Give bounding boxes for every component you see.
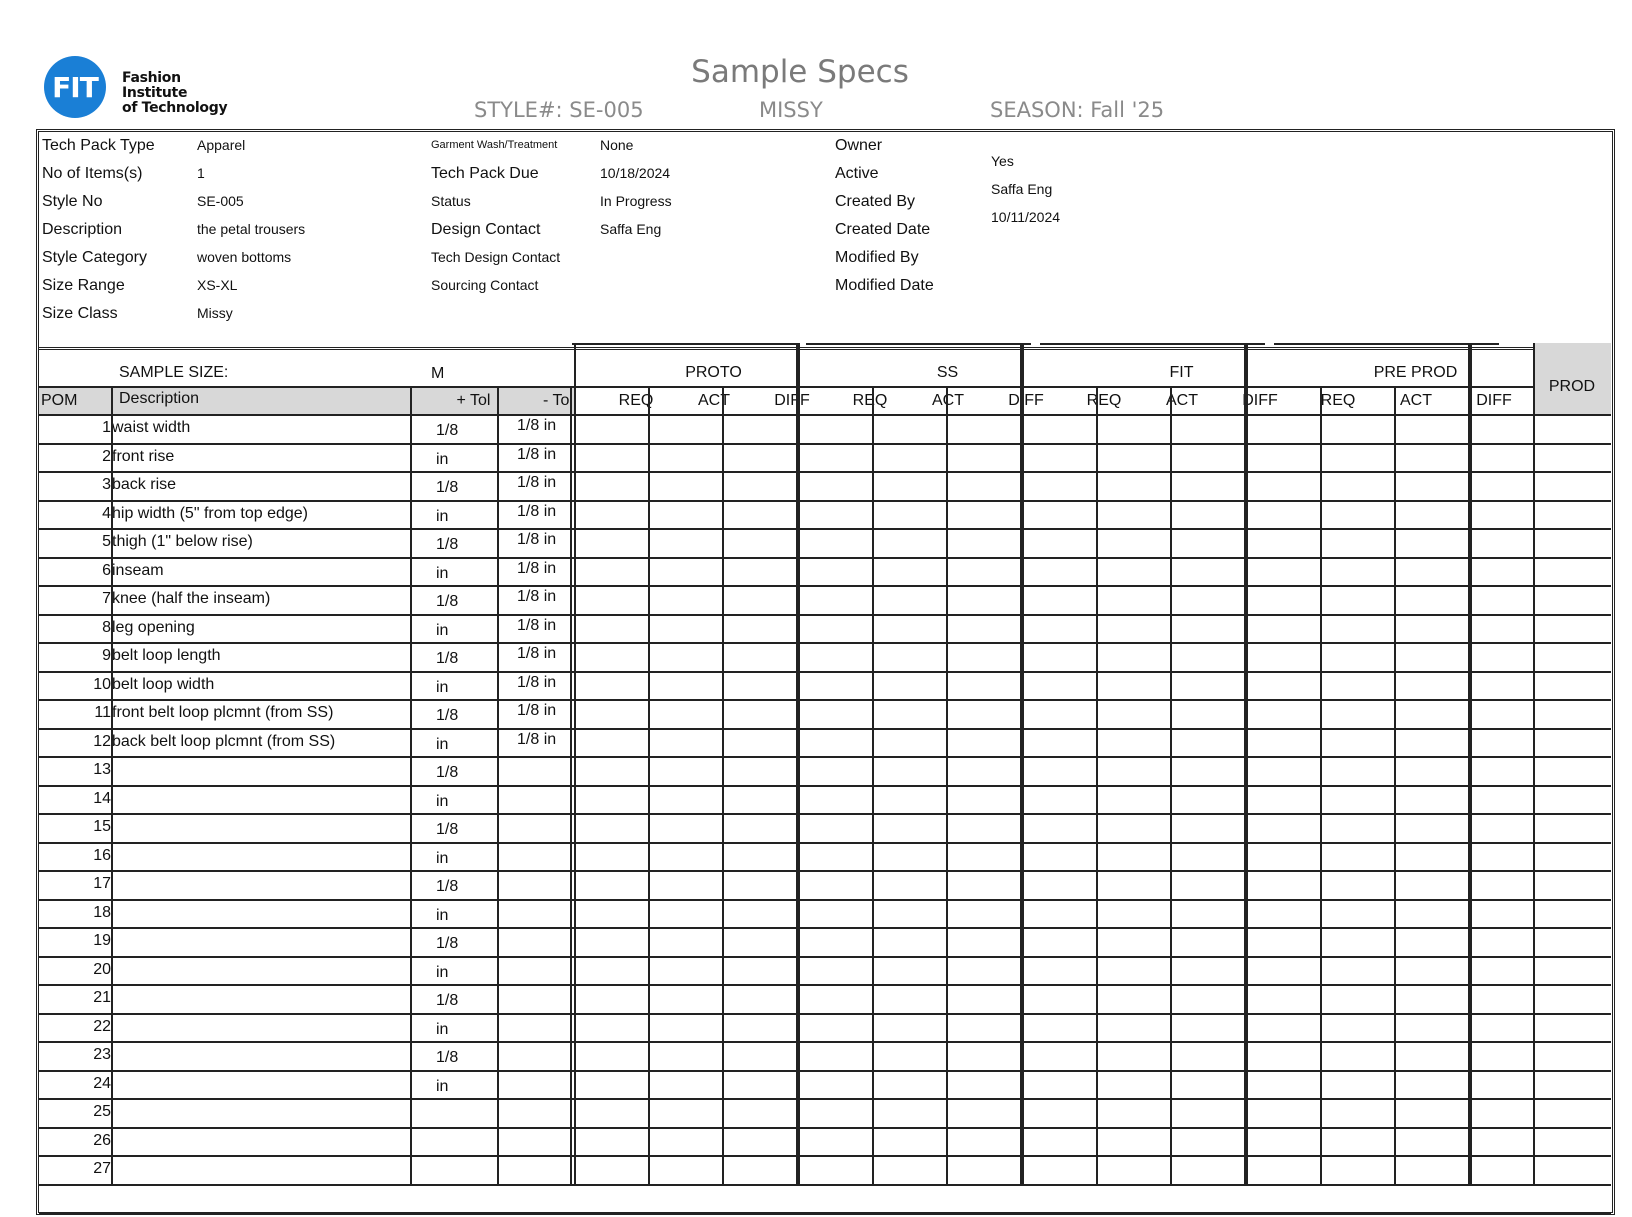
row-description: belt loop length xyxy=(112,647,221,664)
footer-line xyxy=(39,1212,1611,1214)
sub-header-diff: DIFF xyxy=(774,392,810,409)
info-label: Modified Date xyxy=(835,277,934,294)
grid-line xyxy=(1096,386,1098,1184)
sub-header-diff: DIFF xyxy=(1008,392,1044,409)
row-plus-tol: in xyxy=(436,735,449,753)
info-label: Tech Pack Type xyxy=(42,137,155,154)
grid-line xyxy=(39,956,1611,958)
grid-line xyxy=(410,386,412,1184)
row-plus-tol: in xyxy=(436,507,449,525)
row-pom: 19 xyxy=(93,932,111,949)
sub-header-req: REQ xyxy=(618,392,654,409)
row-plus-tol: in xyxy=(436,906,449,924)
col-header-plus-tol: + Tol xyxy=(456,392,491,409)
row-plus-tol: in xyxy=(436,963,449,981)
row-pom: 9 xyxy=(102,647,111,664)
row-plus-tol: in xyxy=(436,1077,449,1095)
row-pom: 11 xyxy=(94,704,111,721)
row-description: belt loop width xyxy=(112,675,215,693)
row-pom: 14 xyxy=(93,789,111,807)
grid-line xyxy=(39,984,1611,986)
row-minus-tol: 1/8 in xyxy=(517,417,557,434)
group-header-pre-prod: PRE PROD xyxy=(1373,364,1458,381)
size-class-heading: MISSY xyxy=(759,98,823,122)
row-minus-tol: 1/8 in xyxy=(517,616,557,634)
grid-line xyxy=(39,386,574,388)
info-label: Style Category xyxy=(42,249,147,266)
grid-line xyxy=(39,671,1611,673)
info-label: Modified By xyxy=(835,249,919,266)
row-plus-tol: 1/8 xyxy=(436,878,459,895)
info-label: Size Class xyxy=(42,305,118,322)
row-plus-tol: in xyxy=(436,564,449,582)
row-pom: 3 xyxy=(102,476,111,493)
col-header-minus-tol: - Tol xyxy=(543,392,573,409)
row-plus-tol: 1/8 xyxy=(436,707,459,724)
row-plus-tol: in xyxy=(436,792,449,810)
grid-line xyxy=(574,343,576,1184)
row-description: hip width (5" from top edge) xyxy=(112,504,308,522)
grid-line xyxy=(39,414,1611,416)
row-plus-tol: 1/8 xyxy=(436,593,459,610)
row-pom: 4 xyxy=(102,504,111,522)
row-minus-tol: 1/8 in xyxy=(517,559,557,577)
row-minus-tol: 1/8 in xyxy=(517,730,557,748)
info-value: 10/11/2024 xyxy=(991,209,1061,225)
grid-line xyxy=(39,557,1611,559)
grid-line xyxy=(39,699,1611,701)
grid-line xyxy=(872,386,874,1184)
grid-line xyxy=(574,386,1534,388)
sub-header-req: REQ xyxy=(1320,392,1356,409)
row-description: back belt loop plcmnt (from SS) xyxy=(112,732,336,750)
grid-line xyxy=(39,870,1611,872)
col-header-description: Description xyxy=(119,390,200,407)
row-minus-tol: 1/8 in xyxy=(517,673,557,691)
sub-header-diff: DIFF xyxy=(1242,392,1278,409)
row-plus-tol: in xyxy=(436,450,449,468)
row-plus-tol: 1/8 xyxy=(436,422,459,439)
logo-line-1: Fashion Institute xyxy=(122,70,188,101)
grid-line xyxy=(722,386,724,1184)
fit-logo-text xyxy=(122,71,234,116)
info-label: Sourcing Contact xyxy=(431,277,539,293)
grid-line xyxy=(39,1127,1611,1129)
sub-header-req: REQ xyxy=(1086,392,1122,409)
row-pom: 2 xyxy=(102,447,111,465)
row-plus-tol: in xyxy=(436,678,449,696)
sample-size-value: M xyxy=(431,365,445,382)
row-pom: 6 xyxy=(102,561,111,579)
sub-header-act: ACT xyxy=(1400,392,1432,409)
grid-line xyxy=(39,899,1611,901)
info-label: Garment Wash/Treatment xyxy=(431,139,558,151)
info-label: Active xyxy=(835,165,879,182)
info-value: Missy xyxy=(197,305,233,321)
grid-line xyxy=(39,471,1611,473)
grid-line xyxy=(39,528,1611,530)
info-value: the petal trousers xyxy=(197,221,306,237)
row-minus-tol: 1/8 in xyxy=(517,702,557,719)
info-label: Description xyxy=(42,221,123,238)
grid-line xyxy=(648,386,650,1184)
row-pom: 18 xyxy=(93,903,111,921)
grid-line xyxy=(39,642,1611,644)
grid-line xyxy=(39,614,1611,616)
row-description: front belt loop plcmnt (from SS) xyxy=(112,704,334,721)
grid-line xyxy=(39,842,1611,844)
info-value: 10/18/2024 xyxy=(600,165,671,181)
fit-logo-mark: FIT xyxy=(44,56,106,118)
grid-line xyxy=(1533,343,1535,1184)
row-description: thigh (1" below rise) xyxy=(112,533,253,550)
grid-line xyxy=(39,1098,1611,1100)
grid-line xyxy=(1246,343,1248,1184)
grid-line xyxy=(39,785,1611,787)
row-plus-tol: 1/8 xyxy=(436,935,459,952)
info-label: Status xyxy=(431,193,471,209)
info-value: XS-XL xyxy=(197,277,238,293)
info-label: Size Range xyxy=(42,277,125,294)
info-value: Saffa Eng xyxy=(991,181,1053,197)
group-border xyxy=(806,343,1031,345)
row-description: inseam xyxy=(112,561,164,579)
row-plus-tol: 1/8 xyxy=(436,992,459,1009)
grid-line xyxy=(1320,386,1322,1184)
col-header-prod: PROD xyxy=(1548,378,1596,395)
sub-header-act: ACT xyxy=(932,392,964,409)
sub-header-diff: DIFF xyxy=(1476,392,1512,409)
grid-line xyxy=(1170,386,1172,1184)
row-plus-tol: 1/8 xyxy=(436,536,459,553)
info-label: Created Date xyxy=(835,221,931,238)
grid-line xyxy=(1470,343,1472,1184)
row-minus-tol: 1/8 in xyxy=(517,531,557,548)
row-plus-tol: 1/8 xyxy=(436,479,459,496)
row-pom: 24 xyxy=(93,1074,111,1092)
grid-line xyxy=(1394,386,1396,1184)
row-description: waist width xyxy=(112,419,191,436)
info-value: In Progress xyxy=(600,193,672,209)
row-description: back rise xyxy=(112,476,177,493)
row-pom: 1 xyxy=(102,419,111,436)
spec-table xyxy=(39,349,1611,1211)
info-label: Owner xyxy=(835,137,883,154)
sub-header-act: ACT xyxy=(1166,392,1198,409)
group-border xyxy=(1274,343,1499,345)
info-label: Style No xyxy=(42,193,103,210)
fit-logo xyxy=(44,56,234,118)
page-title: Sample Specs xyxy=(691,54,909,90)
grid-line xyxy=(39,728,1611,730)
row-description: leg opening xyxy=(112,618,195,636)
grid-line xyxy=(111,386,113,1184)
sample-size-label: SAMPLE SIZE: xyxy=(119,364,229,381)
logo-line-2: of Technology xyxy=(122,100,228,116)
row-pom: 26 xyxy=(93,1131,111,1149)
row-description: front rise xyxy=(112,447,175,465)
grid-line xyxy=(39,1184,1611,1186)
col-header-pom: POM xyxy=(41,392,78,409)
row-minus-tol: 1/8 in xyxy=(517,445,557,463)
style-number: STYLE#: SE-005 xyxy=(474,98,644,122)
row-plus-tol: in xyxy=(436,1020,449,1038)
info-value: Saffa Eng xyxy=(600,221,662,237)
grid-line xyxy=(497,386,499,1184)
group-header-ss: SS xyxy=(936,364,959,381)
row-pom: 22 xyxy=(93,1017,111,1035)
row-pom: 7 xyxy=(102,590,111,607)
row-plus-tol: 1/8 xyxy=(436,650,459,667)
row-pom: 23 xyxy=(93,1046,111,1063)
info-label: No of Items(s) xyxy=(42,165,143,182)
info-label: Created By xyxy=(835,193,916,210)
row-minus-tol: 1/8 in xyxy=(517,502,557,520)
tech-pack-info xyxy=(39,133,1611,350)
grid-line xyxy=(39,927,1611,929)
grid-line xyxy=(798,343,800,1184)
row-pom: 21 xyxy=(93,989,111,1006)
row-pom: 20 xyxy=(93,960,111,978)
row-pom: 5 xyxy=(102,533,111,550)
info-value: None xyxy=(600,137,634,153)
sub-header-act: ACT xyxy=(698,392,730,409)
grid-line xyxy=(39,1013,1611,1015)
info-label: Tech Design Contact xyxy=(431,249,561,265)
info-value: Apparel xyxy=(197,137,246,153)
group-header-proto: PROTO xyxy=(685,364,742,381)
row-plus-tol: 1/8 xyxy=(436,764,459,781)
row-pom: 10 xyxy=(93,675,111,693)
grid-line xyxy=(570,386,572,1184)
grid-line xyxy=(39,585,1611,587)
group-header-fit: FIT xyxy=(1169,364,1194,381)
grid-line xyxy=(1022,343,1024,1184)
row-pom: 12 xyxy=(93,732,111,750)
grid-line xyxy=(39,1155,1611,1157)
row-pom: 27 xyxy=(93,1160,111,1177)
row-plus-tol: 1/8 xyxy=(436,821,459,838)
grid-line xyxy=(39,500,1611,502)
row-pom: 16 xyxy=(93,846,111,864)
row-pom: 13 xyxy=(93,761,111,778)
row-pom: 25 xyxy=(93,1103,111,1120)
grid-line xyxy=(39,756,1611,758)
row-plus-tol: in xyxy=(436,621,449,639)
info-value: woven bottoms xyxy=(197,249,292,265)
group-border xyxy=(572,343,797,345)
row-minus-tol: 1/8 in xyxy=(517,588,557,605)
grid-line xyxy=(39,813,1611,815)
row-pom: 17 xyxy=(93,875,111,892)
grid-line xyxy=(39,1041,1611,1043)
info-value: Yes xyxy=(991,153,1014,169)
info-label: Tech Pack Due xyxy=(431,165,539,182)
sub-header-req: REQ xyxy=(852,392,888,409)
season: SEASON: Fall '25 xyxy=(990,98,1165,122)
row-plus-tol: in xyxy=(436,849,449,867)
row-pom: 8 xyxy=(102,618,111,636)
row-description: knee (half the inseam) xyxy=(112,590,271,607)
grid-line xyxy=(946,386,948,1184)
info-label: Design Contact xyxy=(431,221,541,238)
grid-line xyxy=(39,1070,1611,1072)
grid-line xyxy=(39,443,1611,445)
row-plus-tol: 1/8 xyxy=(436,1049,459,1066)
info-value: SE-005 xyxy=(197,193,244,209)
info-value: 1 xyxy=(197,165,205,181)
group-border xyxy=(1040,343,1265,345)
row-minus-tol: 1/8 in xyxy=(517,645,557,662)
row-pom: 15 xyxy=(93,818,111,835)
row-minus-tol: 1/8 in xyxy=(517,474,557,491)
